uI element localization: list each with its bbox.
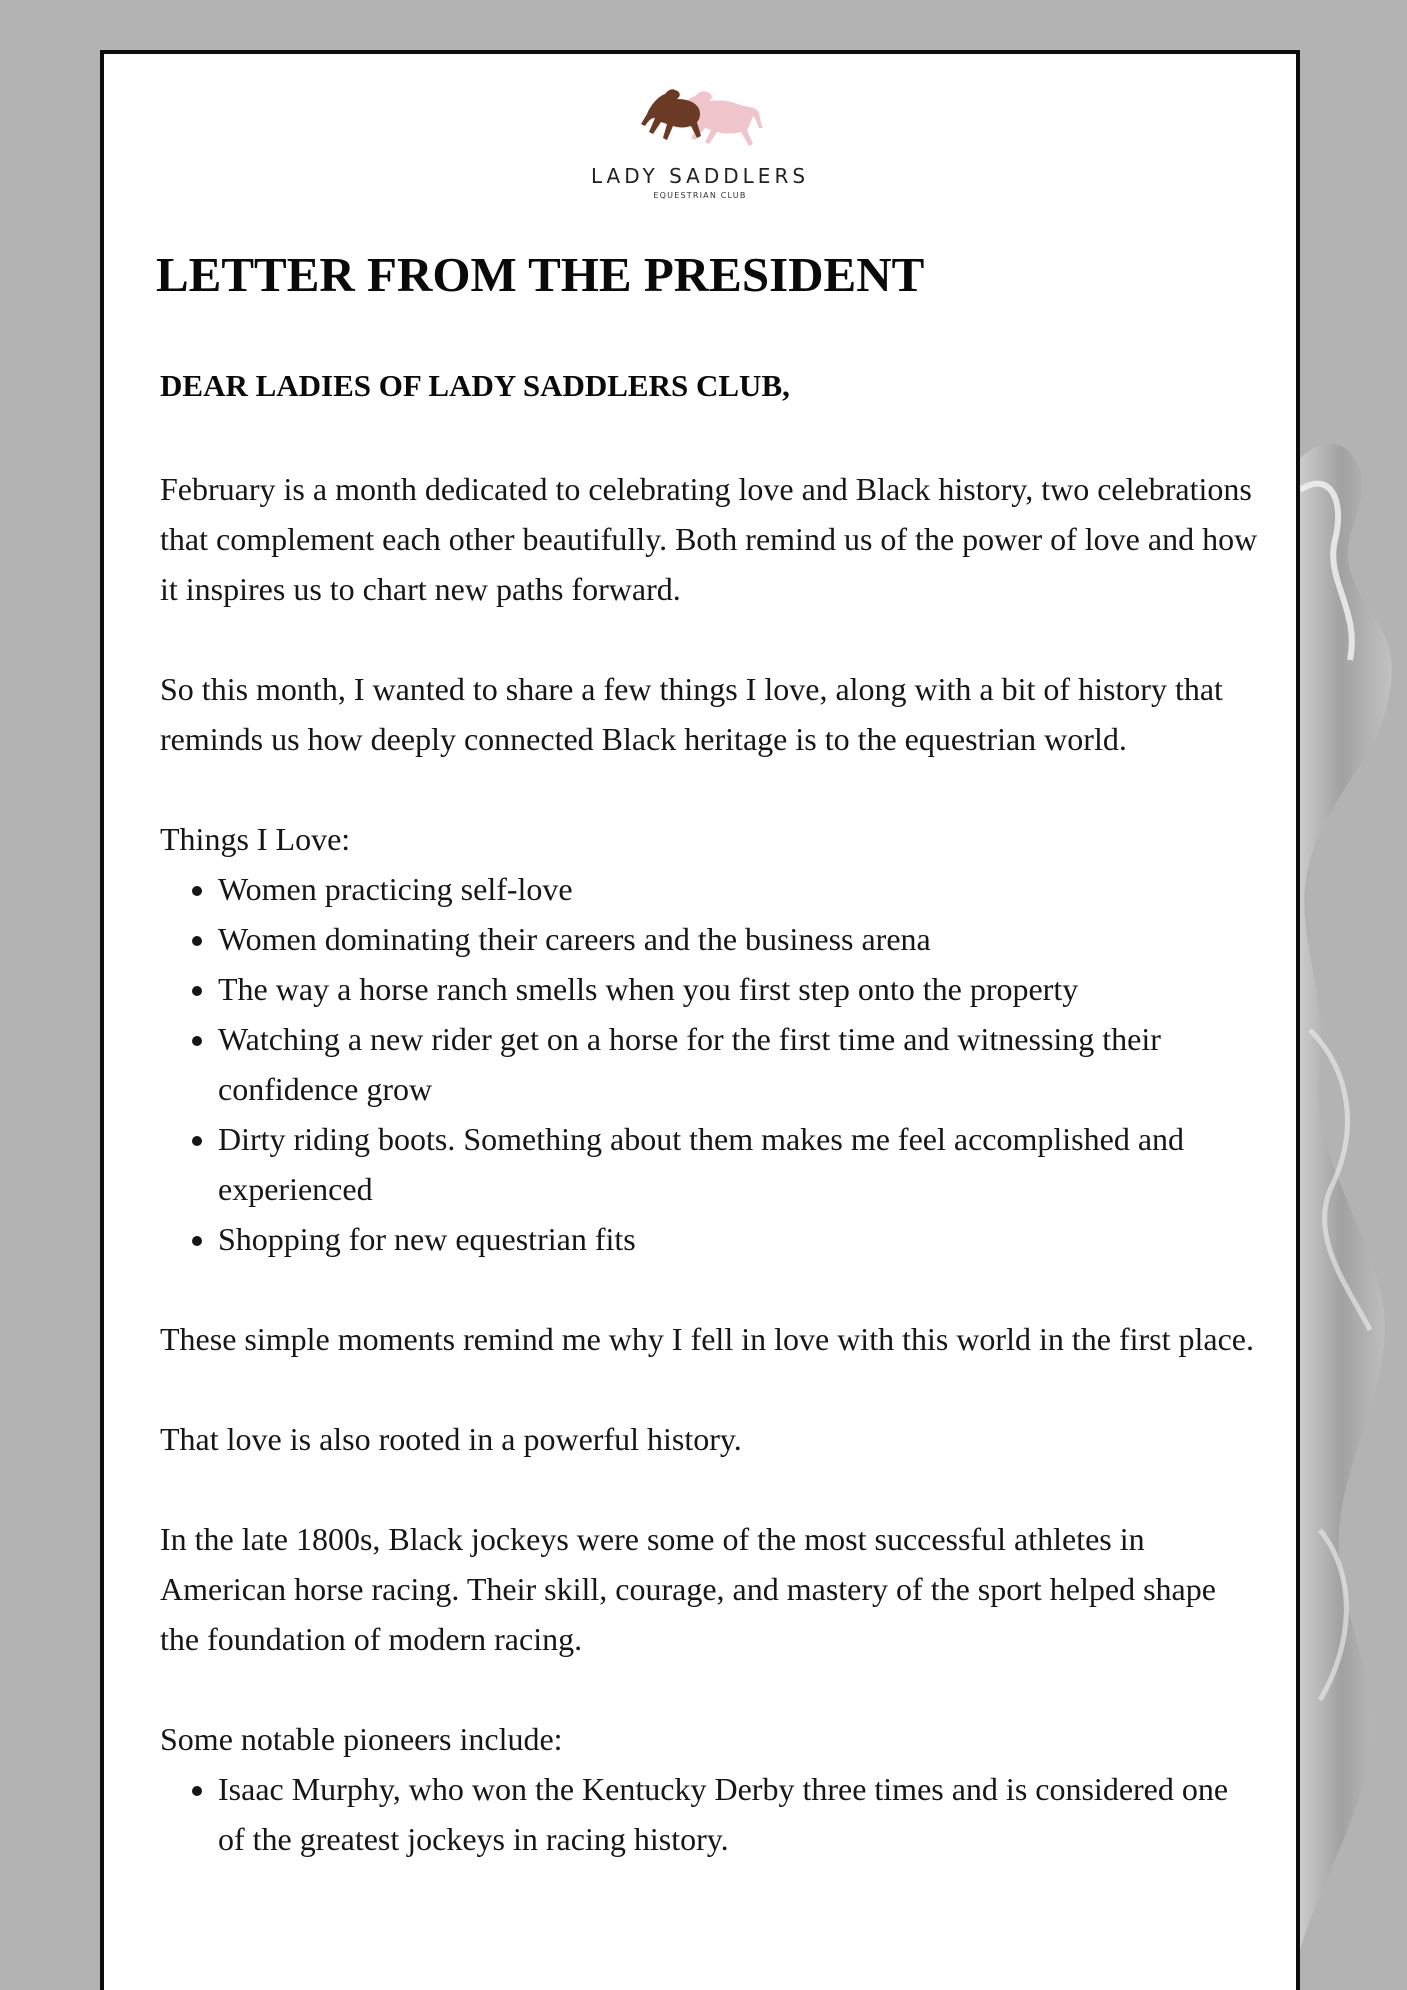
paragraph-sharing: So this month, I wanted to share a few things I love, along with a bit of history that reminds us how deeply connected Black heritage is to the equestrian world. <box>160 671 1223 757</box>
paragraph-history: That love is also rooted in a powerful history. <box>160 1421 742 1457</box>
list-item: • Dirty riding boots. Something about them makes me feel accomplished and experienced <box>218 1114 1260 1214</box>
brown-horse-shape <box>641 89 701 140</box>
list-item: • Shopping for new equestrian fits <box>218 1214 1260 1264</box>
letter-body <box>160 464 1260 1914</box>
things-i-love-label: Things I Love: <box>160 821 351 857</box>
list-item: • Isaac Murphy, who won the Kentucky Derby three times and is considered one of the greatest jockeys in racing history. <box>218 1764 1260 1864</box>
logo-name: LADY SADDLERS <box>590 164 810 188</box>
list-item: • The way a horse ranch smells when you first step onto the property <box>218 964 1260 1014</box>
horse-sculpture-background <box>1290 430 1407 1990</box>
salutation: DEAR LADIES OF LADY SADDLERS CLUB, <box>160 368 790 403</box>
paragraph-intro: February is a month dedicated to celebrating love and Black history, two celebrations that complement each other beautifully. Both remind us of the power of love and how it inspires us to chart new paths forward. <box>160 471 1258 607</box>
list-item: • Watching a new rider get on a horse for the first time and witnessing their confidence grow <box>218 1014 1260 1114</box>
paragraph-jockeys: In the late 1800s, Black jockeys were some of the most successful athletes in American horse racing. Their skill, courage, and mastery of the sport helped shape the foundation of modern racing. <box>160 1521 1216 1657</box>
paragraph-simple-moments: These simple moments remind me why I fell in love with this world in the first place. <box>160 1321 1254 1357</box>
club-logo <box>104 84 1296 200</box>
pioneers-list <box>160 1764 1260 1864</box>
list-item: • Women practicing self-love <box>218 864 1260 914</box>
letter-title: LETTER FROM THE PRESIDENT <box>156 247 925 302</box>
things-i-love-list <box>160 864 1260 1264</box>
pioneers-label: Some notable pioneers include: <box>160 1721 563 1757</box>
horses-logo-icon <box>625 84 775 160</box>
logo-subtitle: EQUESTRIAN CLUB <box>653 191 747 200</box>
list-item: • Women dominating their careers and the business arena <box>218 914 1260 964</box>
